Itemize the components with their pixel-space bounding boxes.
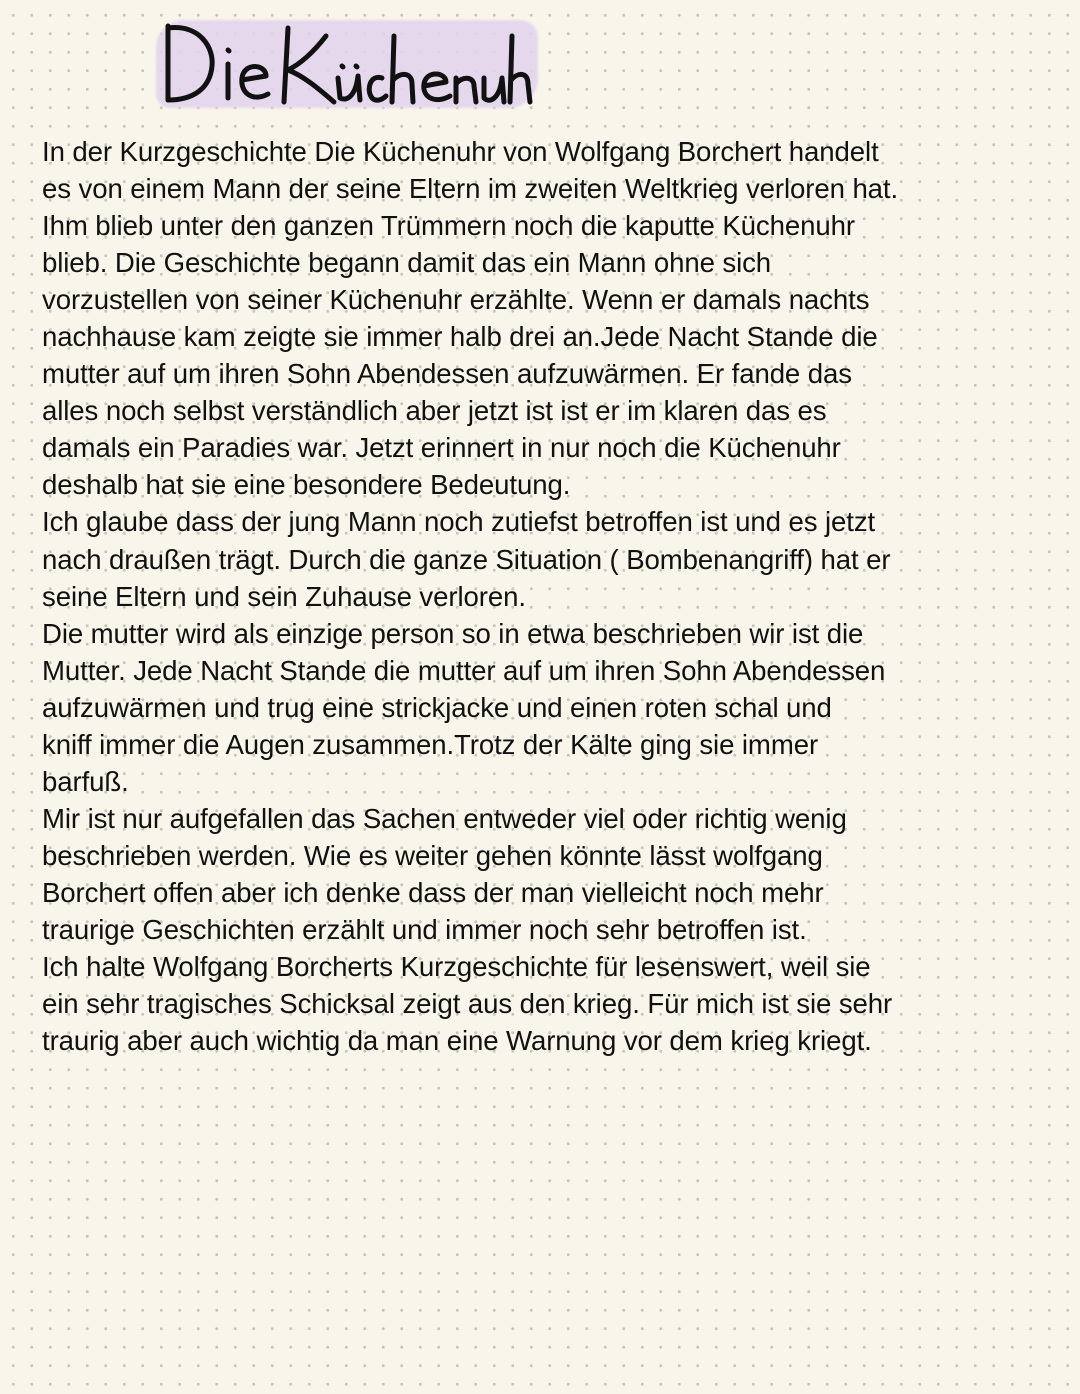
text-line: kniff immer die Augen zusammen.Trotz der Kälte ging sie immer (42, 728, 819, 760)
text-line: aufzuwärmen und trug eine strickjacke und einen roten schal und (42, 691, 832, 723)
text-line: mutter auf um ihren Sohn Abendessen aufzuwärmen. Er fande das (42, 358, 852, 390)
body-text (42, 133, 1042, 1059)
text-line: beschrieben werden. Wie es weiter gehen könnte lässt wolfgang (42, 839, 823, 871)
title-handwriting (150, 14, 550, 114)
text-line: damals ein Paradies war. Jetzt erinnert in nur noch die Küchenuhr (42, 432, 841, 464)
text-line: alles noch selbst verständlich aber jetzt ist ist er im klaren das es (42, 395, 827, 427)
text-line: traurige Geschichten erzählt und immer noch sehr betroffen ist. (42, 913, 807, 945)
text-line: blieb. Die Geschichte begann damit das ein Mann ohne sich (42, 247, 772, 279)
text-line: seine Eltern und sein Zuhause verloren. (42, 580, 526, 612)
text-line: Mutter. Jede Nacht Stande die mutter auf um ihren Sohn Abendessen (42, 654, 886, 686)
text-line: Ich glaube dass der jung Mann noch zutiefst betroffen ist und es jetzt (42, 506, 876, 538)
text-line: traurig aber auch wichtig da man eine Warnung vor dem krieg kriegt. (42, 1025, 872, 1057)
text-line: Die mutter wird als einzige person so in etwa beschrieben wir ist die (42, 617, 864, 649)
text-line: nach draußen trägt. Durch die ganze Situation ( Bombenangriff) hat er (42, 543, 891, 575)
text-line: nachhause kam zeigte sie immer halb drei an.Jede Nacht Stande die (42, 321, 878, 353)
text-line: Mir ist nur aufgefallen das Sachen entweder viel oder richtig wenig (42, 802, 847, 834)
text-line: ein sehr tragisches Schicksal zeigt aus den krieg. Für mich ist sie sehr (42, 988, 893, 1020)
text-line: vorzustellen von seiner Küchenuhr erzählte. Wenn er damals nachts (42, 284, 870, 316)
text-line: Ich halte Wolfgang Borcherts Kurzgeschichte für lesenswert, weil sie (42, 951, 871, 983)
text-line: es von einem Mann der seine Eltern im zweiten Weltkrieg verloren hat. (42, 173, 899, 205)
text-line: deshalb hat sie eine besondere Bedeutung. (42, 469, 571, 501)
text-line: barfuß. (42, 765, 129, 797)
handwritten-title (150, 14, 550, 114)
text-line: Borchert offen aber ich denke dass der man vielleicht noch mehr (42, 876, 824, 908)
text-line: Ihm blieb unter den ganzen Trümmern noch die kaputte Küchenuhr (42, 210, 855, 242)
text-line: In der Kurzgeschichte Die Küchenuhr von Wolfgang Borchert handelt (42, 136, 879, 167)
